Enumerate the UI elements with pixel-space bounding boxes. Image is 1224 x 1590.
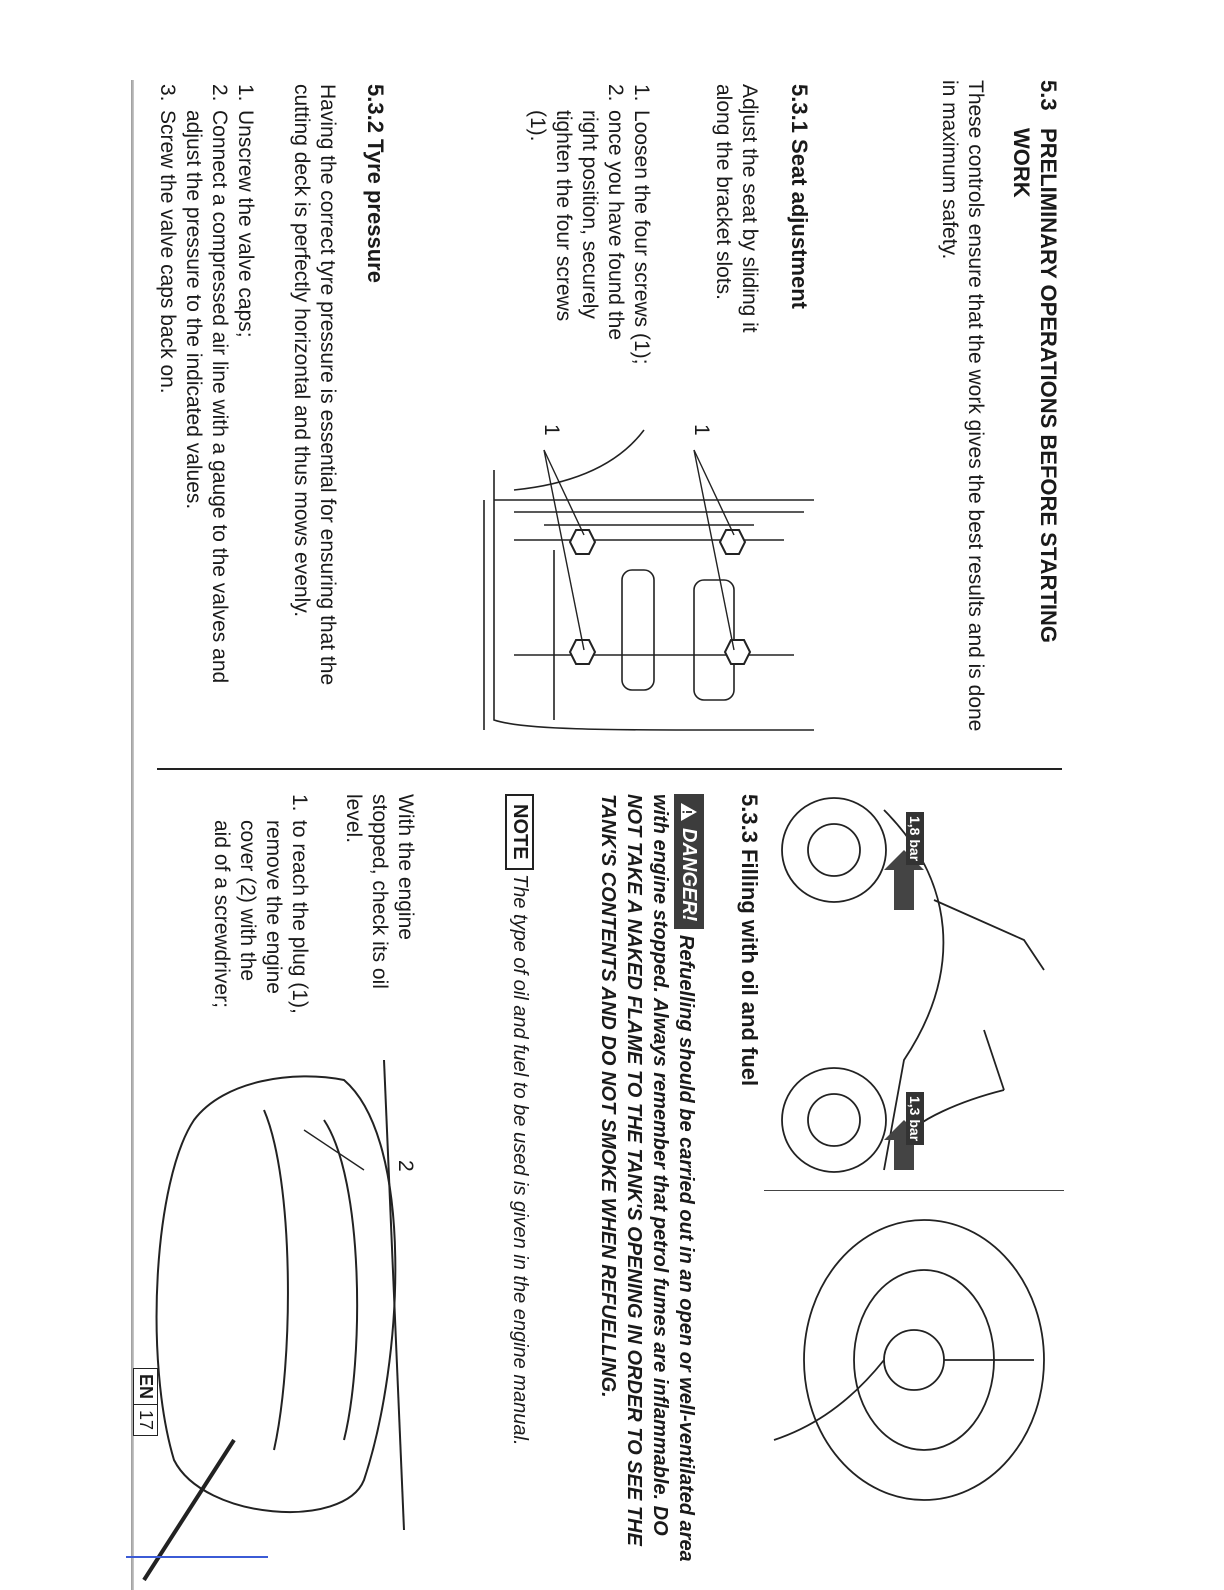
note-text: The type of oil and fuel to be used is given in the engine manual. [509,874,531,1446]
danger-label: DANGER! [674,794,704,929]
front-pressure-badge: 1,8 bar [906,812,924,865]
section-title-line2: WORK [1009,128,1034,198]
language-code: EN [136,1374,156,1400]
tyre-gauge-figure [764,1210,1074,1520]
engine-cover-outline [157,1076,396,1512]
list-item: 1. Unscrew the valve caps; [234,84,257,338]
rear-pressure-badge: 1,3 bar [906,1092,924,1145]
gutter-line [131,80,134,1590]
steering-wheel [934,900,1044,970]
gauge-hand [774,1360,884,1440]
seat-adjustment-intro: Adjust the seat by sliding it along the bracket slots. [712,84,761,333]
check-oil-text: With the engine stopped, check its oil level. [342,794,417,989]
tyre-steps [154,84,258,744]
section-number: 5.3 [1036,80,1061,111]
gauge-dial [884,1330,944,1390]
section-title [1008,80,1062,720]
rear-wheel [782,1068,886,1172]
danger-block [595,794,704,1574]
column-divider [157,768,1062,770]
filling-heading: 5.3.3 Filling with oil and fuel [737,794,762,1087]
warning-triangle-icon [680,802,698,822]
seat-steps [524,84,654,430]
tyre-pressure-intro: Having the correct tyre pressure is essential for ensuring that the cutting deck is perfectly horizontal and thus mows evenly. [290,84,339,686]
tyre-pressure-heading: 5.3.2 Tyre pressure [363,84,388,283]
figure-divider [764,1190,1064,1191]
seat-outline [514,430,644,490]
figure-label-1a: 1 [690,424,713,436]
seat-adjustment-heading: 5.3.1 Seat adjustment [787,84,812,309]
list-item: 2. once you have found the right position, securely tighten the four screws (1). [526,84,627,341]
danger-rest: Always remember that petrol fumes are inflammable. DO NOT TAKE A NAKED FLAME TO THE TANK'S OPENING IN ORDER TO SEE THE TANK'S CONTENTS AND DO NOT SMOKE WHEN REFUELLING. [597,794,671,1546]
engine-cover-figure [144,1060,404,1580]
filling-steps [208,794,312,1014]
list-item: 1. to reach the plug (1), remove the engine cover (2) with the aid of a screwdriver; [210,794,311,1014]
note-block [505,794,534,1574]
figure-label-2: 2 [394,1160,417,1172]
figure-label-1b: 1 [540,424,563,436]
section-title-line1: PRELIMINARY OPERATIONS BEFORE STARTING [1036,128,1061,643]
seat-bracket-figure [484,430,814,750]
scan-artifact-line [126,1556,268,1558]
note-label: NOTE [505,794,534,870]
list-item: 3. Screw the valve caps back on. [156,84,179,394]
page-number-box [133,1368,158,1436]
screwdriver [144,1440,234,1580]
slot-window [694,580,734,700]
list-item: 2. Connect a compressed air line with a gauge to the valves and adjust the pressure to the indicated values. [182,84,231,684]
front-wheel [782,798,886,902]
danger-lead: Refuelling should be carried out in an open or well-ventilated area with engine stopped. [649,794,697,1562]
page-number: 17 [134,1404,157,1435]
section-intro: These controls ensure that the work gives the best results and is done in maximum safety. [938,80,987,732]
list-item: 1. Loosen the four screws (1); [630,84,653,365]
